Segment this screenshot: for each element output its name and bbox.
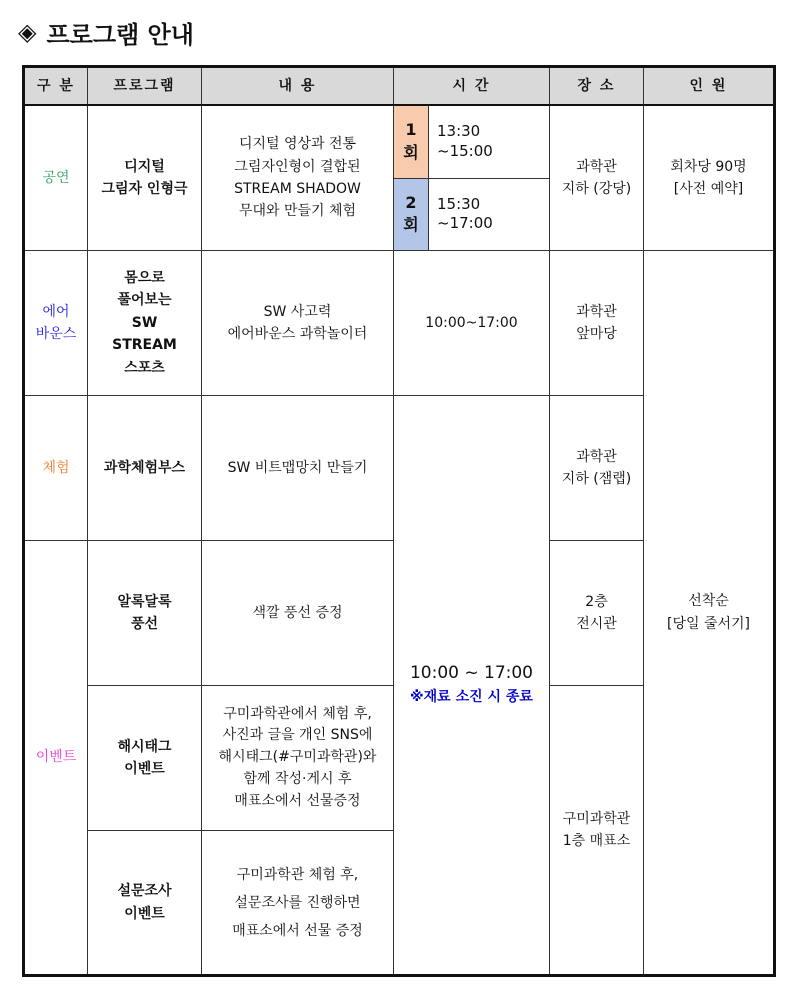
session-end: ~17:00: [437, 214, 493, 233]
session-2-number: [394, 179, 429, 251]
session-2-time: [429, 179, 549, 251]
location-line: 전시관: [576, 616, 617, 632]
content-shadow: [202, 105, 394, 251]
content-line: 매표소에서 선물 증정: [232, 922, 363, 939]
session-end: ~15:00: [437, 141, 493, 160]
people-line: 선착순: [688, 593, 729, 610]
program-name-survey: [88, 831, 202, 976]
header-category: 구 분: [24, 67, 88, 106]
location-line: 지하 (잼랩): [561, 471, 632, 487]
program-name-line: 디지털: [124, 158, 165, 175]
category-line: 바운스: [35, 326, 77, 342]
people-line: [사전 예약]: [673, 181, 744, 197]
program-name-booth: 과학체험부스: [88, 396, 202, 541]
category-experience: 체험: [24, 396, 88, 541]
content-line: 구미과학관 체험 후,: [236, 866, 359, 883]
header-location: 장 소: [550, 67, 644, 106]
location-line: 2층: [585, 593, 608, 610]
header-content: 내 용: [202, 67, 394, 106]
time-main: 10:00 ~ 17:00: [409, 662, 534, 683]
page-title: [18, 14, 194, 50]
program-name-line: 설문조사: [117, 883, 172, 900]
time-sessions: [394, 105, 550, 251]
location-shadow: [550, 105, 644, 251]
content-line: 디지털 영상과 전통: [238, 136, 357, 153]
program-name-line: 몸으로: [124, 270, 165, 287]
program-name-line: 풀어보는: [117, 292, 172, 309]
session-start: 15:30: [437, 194, 481, 213]
category-event: 이벤트: [24, 541, 88, 976]
time-note: ※재료 소진 시 종료: [410, 688, 533, 705]
category-line: 에어: [42, 303, 70, 320]
location-line: 구미과학관: [562, 810, 631, 827]
header-people: 인 원: [644, 67, 775, 106]
location-line: 과학관: [576, 158, 617, 175]
diamond-icon: ◈: [18, 18, 37, 46]
program-name-line: SW: [131, 314, 158, 331]
content-line: SW 사고력: [263, 303, 332, 320]
table-row: [24, 105, 775, 251]
session-number-digit: 1: [405, 120, 417, 140]
session-1-number: [394, 106, 429, 178]
content-sports: [202, 251, 394, 396]
program-name-line: 스포츠: [124, 359, 165, 376]
session-1-time: [429, 106, 549, 178]
location-line: 과학관: [576, 303, 617, 320]
content-line: 사진과 글을 개인 SNS에: [222, 727, 373, 744]
category-airbounce: [24, 251, 88, 396]
program-name-line: 이벤트: [124, 905, 165, 922]
content-line: 해시태그(#구미과학관)와: [218, 749, 377, 766]
program-table: [22, 65, 776, 977]
header-program: 프로그램: [88, 67, 202, 106]
program-name-line: 그림자 인형극: [101, 181, 188, 197]
content-balloon: 색깔 풍선 증정: [202, 541, 394, 686]
location-line: 앞마당: [576, 326, 617, 342]
program-name-shadow: [88, 105, 202, 251]
program-name-line: 알록달록: [117, 593, 172, 610]
program-name-line: 풍선: [130, 616, 159, 632]
content-line: 설문조사를 진행하면: [234, 894, 361, 911]
people-line: [당일 줄서기]: [667, 615, 750, 632]
content-booth: SW 비트맵망치 만들기: [202, 396, 394, 541]
time-shared: [394, 396, 550, 976]
location-line: 과학관: [576, 448, 617, 465]
table-row: [24, 251, 775, 396]
location-booth: [550, 396, 644, 541]
content-line: 에어바운스 과학놀이터: [227, 326, 368, 342]
category-performance: 공연: [24, 105, 88, 251]
content-line: 그림자인형이 결합된: [234, 158, 361, 175]
location-balloon: [550, 541, 644, 686]
page-title-text: 프로그램 안내: [46, 20, 194, 49]
session-start: 13:30: [437, 122, 481, 141]
content-line: 무대와 만들기 체험: [238, 203, 357, 220]
session-number-digit: 2: [405, 192, 417, 212]
content-line: 함께 작성·게시 후: [243, 770, 352, 787]
content-line: 구미과학관에서 체험 후,: [223, 705, 372, 722]
program-name-line: 해시태그: [117, 738, 172, 755]
table-header-row: [24, 67, 775, 106]
program-name-sports: [88, 251, 202, 396]
program-name-line: STREAM: [112, 337, 177, 354]
location-sports: [550, 251, 644, 396]
people-shadow: [644, 105, 775, 251]
header-time: 시 간: [394, 67, 550, 106]
content-line: STREAM SHADOW: [234, 181, 361, 197]
location-line: 1층 매표소: [562, 833, 631, 849]
session-2: [394, 178, 549, 251]
content-line: 매표소에서 선물증정: [234, 792, 361, 809]
session-number-unit: 회: [403, 215, 419, 235]
program-name-hashtag: [88, 686, 202, 831]
location-line: 지하 (강당): [561, 181, 632, 197]
session-1: [394, 106, 549, 178]
content-hashtag: [202, 686, 394, 831]
session-number-unit: 회: [403, 142, 419, 162]
people-shared: [644, 251, 775, 976]
people-line: 회차당 90명: [670, 158, 747, 175]
location-ticket-office: [550, 686, 644, 976]
content-survey: [202, 831, 394, 976]
time-sports: 10:00~17:00: [394, 251, 550, 396]
program-name-line: 이벤트: [124, 761, 165, 777]
program-name-balloon: [88, 541, 202, 686]
